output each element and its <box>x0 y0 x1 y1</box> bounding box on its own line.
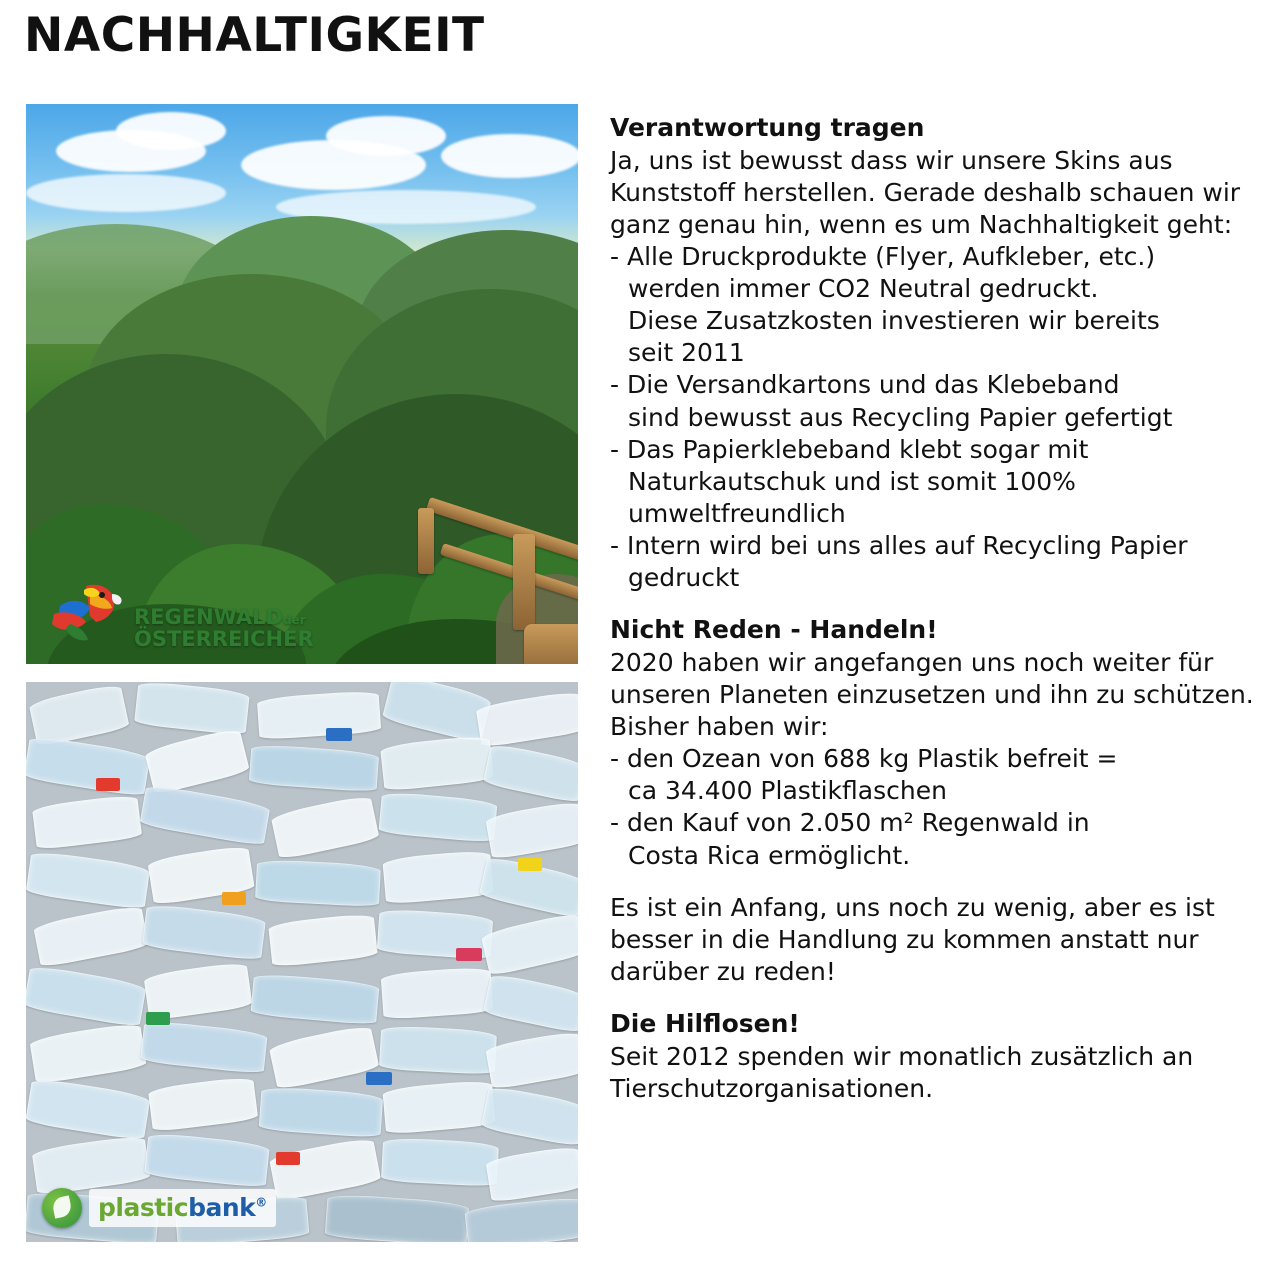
bottle-cap <box>276 1152 300 1165</box>
cloud-shape <box>26 174 226 212</box>
bottle-shape <box>381 966 494 1020</box>
section-intro: 2020 haben wir angefangen uns noch weiter für unseren Planeten einzusetzen und ihn zu schützen. <box>610 647 1254 709</box>
bottle-cap <box>366 1072 392 1085</box>
bullet-cont: Costa Rica ermöglicht. <box>628 840 911 870</box>
bottle-shape <box>381 1137 499 1187</box>
bottle-cap <box>222 892 246 905</box>
bottle-shape <box>259 1086 384 1138</box>
bottle-cap <box>518 858 542 871</box>
section-outro: Es ist ein Anfang, uns noch zu wenig, aber es ist besser in die Handlung zu kommen anstatt nur darüber zu reden! <box>610 892 1215 986</box>
bottle-shape <box>26 964 147 1028</box>
section-verantwortung <box>610 112 1270 594</box>
bullet-cont: Naturkautschuk und ist somit 100% <box>628 466 1076 496</box>
section-intro: Seit 2012 spenden wir monatlich zusätzlich an Tierschutzorganisationen. <box>610 1041 1194 1103</box>
rainforest-photo <box>26 104 578 664</box>
plasticbank-wordmark <box>89 1189 276 1227</box>
bottle-shape <box>379 1025 497 1075</box>
bottle-shape <box>250 973 379 1026</box>
bottle-shape <box>483 742 578 803</box>
rainforest-logo-suffix: der <box>282 612 306 627</box>
bottle-shape <box>382 1079 496 1134</box>
bottle-shape <box>485 1145 578 1203</box>
rainforest-logo <box>40 576 314 650</box>
bullet-cont: umweltfreundlich <box>628 498 846 528</box>
bottle-shape <box>26 735 151 798</box>
media-column <box>26 104 578 1242</box>
fence-post <box>524 624 578 664</box>
bottle-shape <box>325 1193 470 1242</box>
section-heading: Verantwortung tragen <box>610 113 925 142</box>
plasticbank-word2: bank <box>188 1193 256 1222</box>
bottle-shape <box>464 1196 578 1242</box>
bullet-main: - den Ozean von 688 kg Plastik befreit = <box>610 744 1118 774</box>
bullet-main: - Alle Druckprodukte (Flyer, Aufkleber, etc.) <box>610 241 1156 271</box>
bottle-shape <box>29 1022 147 1085</box>
cloud-shape <box>116 112 226 150</box>
bullet-main: - den Kauf von 2.050 m² Regenwald in <box>610 808 1090 838</box>
list-item <box>610 743 1270 807</box>
rainforest-logo-line1: REGENWALD <box>134 604 283 629</box>
bullet-cont: gedruckt <box>628 563 740 593</box>
bottle-cap <box>96 778 120 791</box>
bullet-cont: sind bewusst aus Recycling Papier gefertigt <box>628 402 1173 432</box>
plastic-bottles-photo <box>26 682 578 1242</box>
cloud-shape <box>441 134 578 178</box>
bottle-shape <box>485 1030 578 1090</box>
bullet-main: - Die Versandkartons und das Klebeband <box>610 370 1120 400</box>
bottle-shape <box>270 794 379 860</box>
bottle-shape <box>378 791 497 843</box>
bottle-shape <box>144 727 250 795</box>
bullet-cont: werden immer CO2 Neutral gedruckt. <box>628 274 1099 303</box>
rainforest-logo-text <box>134 606 314 650</box>
list-item <box>610 434 1270 530</box>
leaf-icon <box>42 1188 82 1228</box>
bottle-shape <box>382 849 494 904</box>
plasticbank-word1: plastic <box>98 1193 189 1222</box>
bullet-list <box>610 743 1270 872</box>
list-item <box>610 807 1270 871</box>
list-item <box>610 241 1270 370</box>
bottle-shape <box>32 794 143 851</box>
bottle-shape <box>475 690 578 748</box>
bottle-shape <box>26 1077 151 1141</box>
bottle-shape <box>144 1132 270 1189</box>
bullet-main: - Das Papierklebeband klebt sogar mit <box>610 434 1089 464</box>
bottle-cap <box>456 948 482 961</box>
bottle-cap <box>146 1012 170 1025</box>
section-heading: Die Hilflosen! <box>610 1009 800 1038</box>
bullet-cont: seit 2011 <box>628 338 745 368</box>
rainforest-logo-line2: ÖSTERREICHER <box>134 626 314 651</box>
list-item <box>610 530 1270 594</box>
bottle-shape <box>134 682 250 736</box>
plasticbank-logo <box>42 1188 276 1228</box>
section-heading: Nicht Reden - Handeln! <box>610 615 938 645</box>
bottle-shape <box>148 1076 259 1133</box>
bottle-shape <box>26 850 150 910</box>
bottle-shape <box>139 783 270 846</box>
fence-post <box>418 508 434 574</box>
list-item <box>610 369 1270 433</box>
bullet-list <box>610 241 1270 594</box>
parrot-icon <box>40 576 126 650</box>
bottle-cap <box>326 728 352 741</box>
bottle-shape <box>485 800 578 860</box>
bottle-shape <box>31 1134 150 1195</box>
bottle-shape <box>249 744 379 793</box>
section-lead: Bisher haben wir: <box>610 712 829 741</box>
fence-post <box>513 534 535 630</box>
bullet-main: - Intern wird bei uns alles auf Recycling Papier <box>610 531 1188 560</box>
bullet-cont: ca 34.400 Plastikflaschen <box>628 776 947 806</box>
page-title: NACHHALTIGKEIT <box>24 8 485 63</box>
bottle-shape <box>33 904 149 968</box>
bottle-shape <box>257 690 382 740</box>
registered-mark: ® <box>255 1195 267 1210</box>
bottle-shape <box>480 911 578 976</box>
cloud-shape <box>326 116 446 156</box>
bottle-shape <box>142 903 266 961</box>
bottle-shape <box>140 1020 268 1075</box>
bottle-shape <box>28 683 130 748</box>
bottle-shape <box>481 1085 578 1147</box>
section-handeln <box>610 614 1270 988</box>
section-intro: Ja, uns ist bewusst dass wir unsere Skins aus Kunststoff herstellen. Gerade deshalb schauen wir ganz genau hin, wenn es um Nachhaltigkeit geht: <box>610 145 1241 239</box>
bottle-shape <box>269 1136 382 1201</box>
bottle-shape <box>483 972 578 1033</box>
bottle-shape <box>380 734 494 791</box>
bottle-shape <box>268 1024 379 1091</box>
bottle-shape <box>268 913 378 968</box>
section-hilflosen <box>610 1008 1270 1105</box>
bottle-shape <box>255 859 381 907</box>
bullet-cont: Diese Zusatzkosten investieren wir bereits <box>628 306 1160 336</box>
text-column <box>610 112 1270 1105</box>
